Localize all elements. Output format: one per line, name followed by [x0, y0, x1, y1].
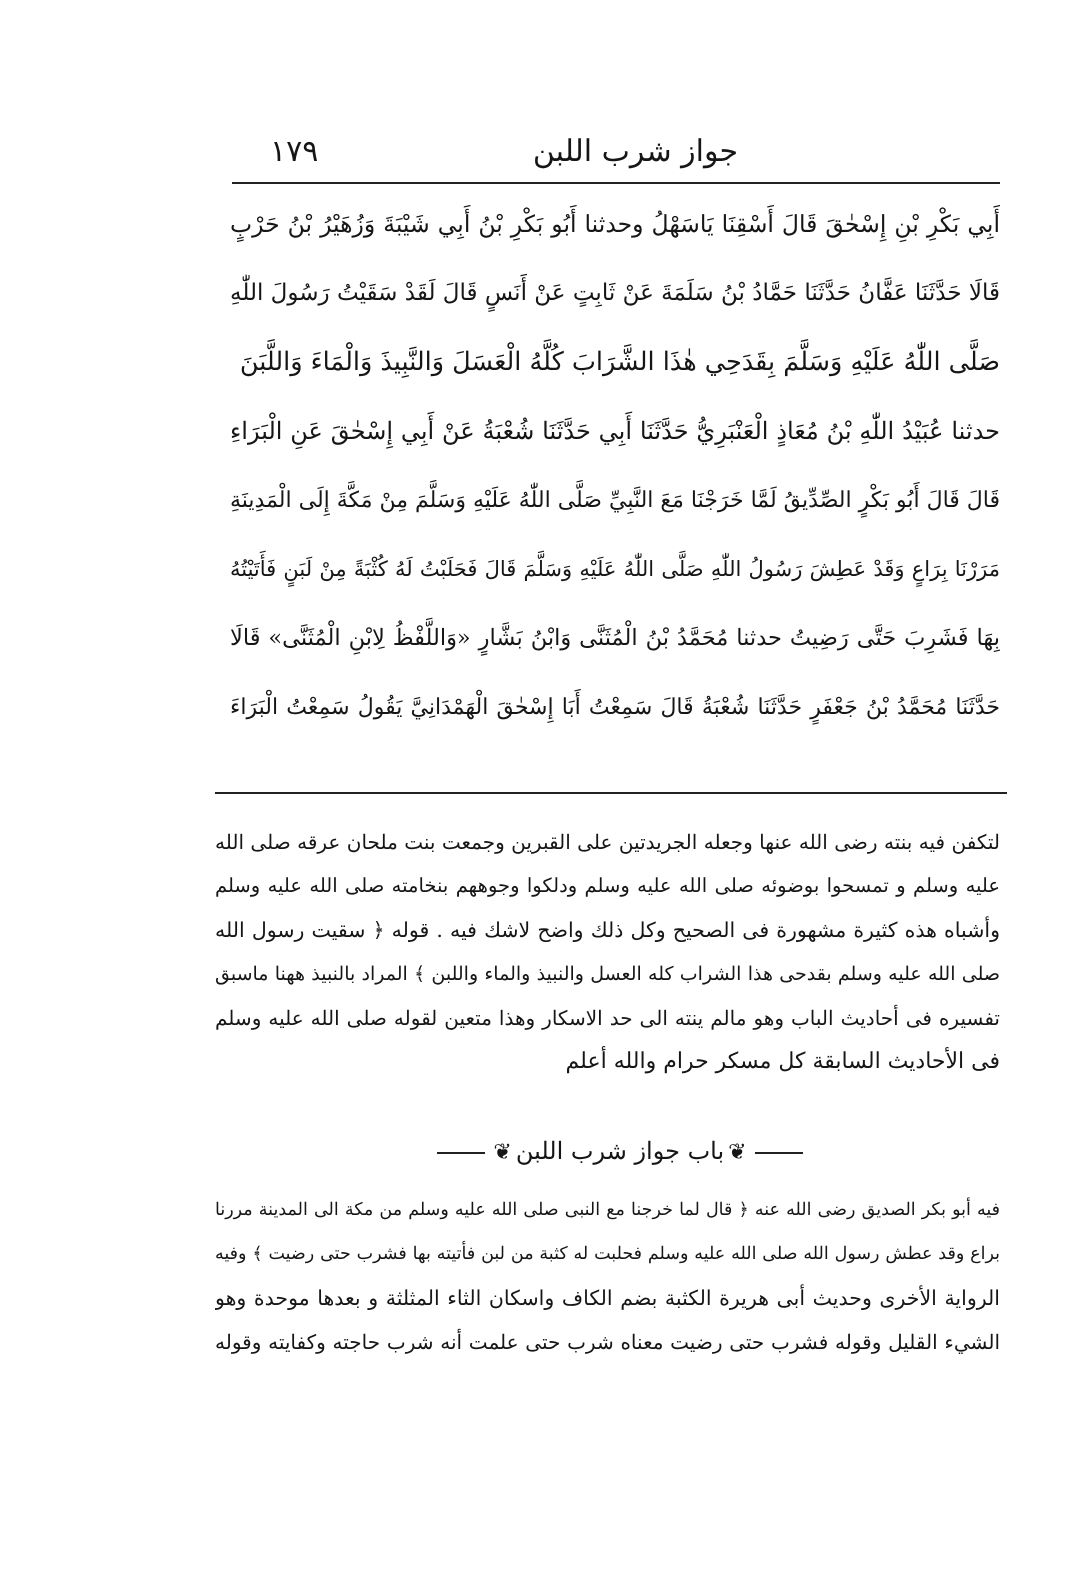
hadith-line: حَدَّثَنَا مُحَمَّدُ بْنُ جَعْفَرٍ حَدَّثَنَا شُعْبَةُ قَالَ سَمِعْتُ أَبَا إِسْحٰقَ الْهَمْدَانِيَّ يَقُولُ سَمِعْتُ الْبَرَاءَ [230, 695, 1000, 720]
commentary-line: وأشباه هذه كثيرة مشهورة فى الصحيح وكل ذلك واضح لاشك فيه . قوله ﴿ سقيت رسول الله [215, 918, 1000, 942]
commentary-line: لتكفن فيه بنته رضى الله عنها وجعله الجريدتين على القبرين وجمعت بنت ملحان عرقه صلى الله [215, 830, 1000, 854]
hadith-line: قَالَا حَدَّثَنَا عَفَّانُ حَدَّثَنَا حَمَّادُ بْنُ سَلَمَةَ عَنْ ثَابِتٍ عَنْ أَنَسٍ قَالَ لَقَدْ سَقَيْتُ رَسُولَ اللّٰهِ [230, 280, 1000, 306]
commentary-line: فى الأحاديث السابقة كل مسكر حرام والله أعلم [565, 1049, 1000, 1074]
chapter-line: فيه أبو بكر الصديق رضى الله عنه ﴿ قال لما خرجنا مع النبى صلى الله عليه وسلم من مكة الى المدينة مررنا [215, 1200, 1000, 1220]
chapter-line: براع وقد عطش رسول الله صلى الله عليه وسلم فحلبت له كثبة من لبن فأتيته بها فشرب حتى رضيت ﴾ وفيه [215, 1244, 1000, 1264]
hadith-line: حدثنا عُبَيْدُ اللّٰهِ بْنُ مُعَاذٍ الْعَنْبَرِيُّ حَدَّثَنَا أَبِي حَدَّثَنَا شُعْبَةُ عَنْ أَبِي إِسْحٰقَ عَنِ الْبَرَاءِ [230, 417, 1000, 445]
hadith-line: مَرَرْنَا بِرَاعٍ وَقَدْ عَطِشَ رَسُولُ اللّٰهِ صَلَّى اللّٰهُ عَلَيْهِ وَسَلَّمَ قَالَ فَحَلَبْتُ لَهُ كُثْبَةً مِنْ لَبَنٍ فَأَتَيْتُهُ [230, 557, 1000, 581]
ornament-icon: ❦ [493, 1139, 512, 1165]
chapter-heading [400, 1128, 840, 1174]
chapter-commentary-block [215, 1188, 1000, 1364]
heading-dash-right [755, 1152, 803, 1154]
hadith-line: قَالَ قَالَ أَبُو بَكْرٍ الصِّدِّيقُ لَمَّا خَرَجْنَا مَعَ النَّبِيِّ صَلَّى اللّٰهُ عَلَيْهِ وَسَلَّمَ مِنْ مَكَّةَ إِلَى الْمَدِينَةِ [230, 488, 1000, 513]
chapter-line: الشيء القليل وقوله فشرب حتى رضيت معناه شرب حتى علمت أنه شرب حاجته وكفايته وقوله [215, 1330, 1000, 1354]
hadith-line: صَلَّى اللّٰهُ عَلَيْهِ وَسَلَّمَ بِقَدَحِي هٰذَا الشَّرَابَ كُلَّهُ الْعَسَلَ وَالنَّبِيذَ وَالْمَاءَ وَاللَّبَنَ [239, 347, 1000, 377]
chapter-line: الرواية الأخرى وحديث أبى هريرة الكثبة بضم الكاف واسكان الثاء المثلثة و بعدها موحدة وهو [215, 1286, 1000, 1310]
heading-dash-left [437, 1152, 485, 1154]
running-title: جواز شرب اللبن [532, 134, 738, 169]
chapter-heading-text: باب جواز شرب اللبن [515, 1137, 725, 1165]
hadith-line: أَبِي بَكْرِ بْنِ إِسْحٰقَ قَالَ أَسْقِنَا يَاسَهْلُ وحدثنا أَبُو بَكْرِ بْنُ أَبِي شَيْبَةَ وَزُهَيْرُ بْنُ حَرْبٍ [230, 210, 1000, 238]
hadith-line: بِهَا فَشَرِبَ حَتَّى رَضِيتُ حدثنا مُحَمَّدُ بْنُ الْمُثَنَّى وَابْنُ بَشَّارٍ «وَاللَّفْظُ لِابْنِ الْمُثَنَّى» قَالَا [230, 625, 1000, 651]
commentary-line: عليه وسلم و تمسحوا بوضوئه صلى الله عليه وسلم ودلكوا وجوههم بنخامته صلى الله عليه وسلم [215, 874, 1000, 897]
commentary-line: صلى الله عليه وسلم بقدحى هذا الشراب كله العسل والنبيذ والماء واللبن ﴾ المراد بالنبيذ ههنا ماسبق [215, 963, 1000, 985]
hadith-text-block [230, 190, 1000, 742]
commentary-separator-rule [215, 792, 1007, 794]
ornament-icon: ❦ [728, 1139, 747, 1165]
page-header [232, 128, 1000, 178]
page-number: ١٧٩ [270, 134, 319, 169]
header-rule [232, 182, 1000, 184]
commentary-text-block [215, 820, 1000, 1084]
commentary-line: تفسيره فى أحاديث الباب وهو مالم ينته الى حد الاسكار وهذا متعين لقوله صلى الله عليه وسلم [215, 1006, 1000, 1030]
